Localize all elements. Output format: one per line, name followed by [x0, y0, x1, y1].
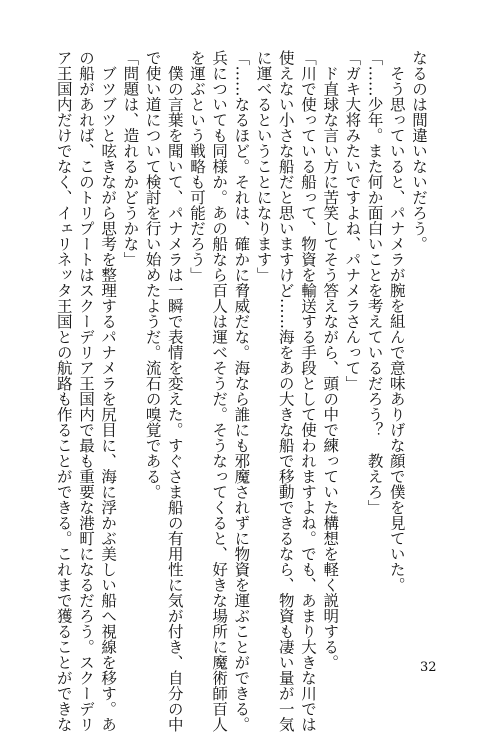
- text-line: そう思っていると、パナメラが腕を組んで意味ありげな顔で僕を見ていた。: [387, 50, 406, 593]
- text-line: 「……少年。また何か面白いことを考えているだろう？ 教えろ」: [365, 50, 384, 515]
- text-line: 「……なるほど。それは、確かに脅威だな。海なら誰にも邪魔されずに物資を運ぶことができる。: [232, 50, 251, 732]
- text-line: 使えない小さな船だと思いますけど……海をあの大きな船で移動できるなら、物資も凄い量が一気: [276, 50, 295, 732]
- text-line: 「問題は、造れるかどうかな」: [121, 50, 140, 267]
- text-line: ド直球な言い方に苦笑してそう答えながら、頭の中で練っていた構想を軽く説明する。: [321, 50, 340, 670]
- text-line: なるのは間違いないだろう。: [410, 50, 428, 252]
- text-line: の船があれば、このトリプートはスクーデリア王国内で最も重要な港町になるだろう。スクーデリ: [76, 50, 95, 732]
- text-line: 「川で使っている船って、物資を輸送する手段として使われますよね。でも、あまり大きな川では: [298, 50, 317, 732]
- text-line: ア王国内だけでなく、イェリネッタ王国との航路も作ることができる。これまで獲ることができな: [54, 50, 73, 732]
- text-line: 僕の言葉を聞いて、パナメラは一瞬で表情を変えた。すぐさま船の有用性に気が付き、自分の中: [165, 50, 184, 732]
- text-line: を運ぶという戦略も可能だろう」: [187, 50, 206, 283]
- text-line: 「ガキ大将みたいですよね、パナメラさんって」: [343, 50, 362, 391]
- text-line: ブツブツと呟きながら思考を整理するパナメラを尻目に、海に浮かぶ美しい船へ視線を移す。あ: [99, 50, 118, 732]
- text-line: 兵についても同様か。あの船なら百人は運べそうだ。そうなってくると、好きな場所に魔術師百人: [210, 50, 229, 732]
- text-line: で使い道について検討を行い始めたようだ。流石の嗅覚である。: [143, 50, 162, 500]
- text-line: に運べるということになります」: [254, 50, 273, 283]
- page-number: 32: [420, 660, 437, 675]
